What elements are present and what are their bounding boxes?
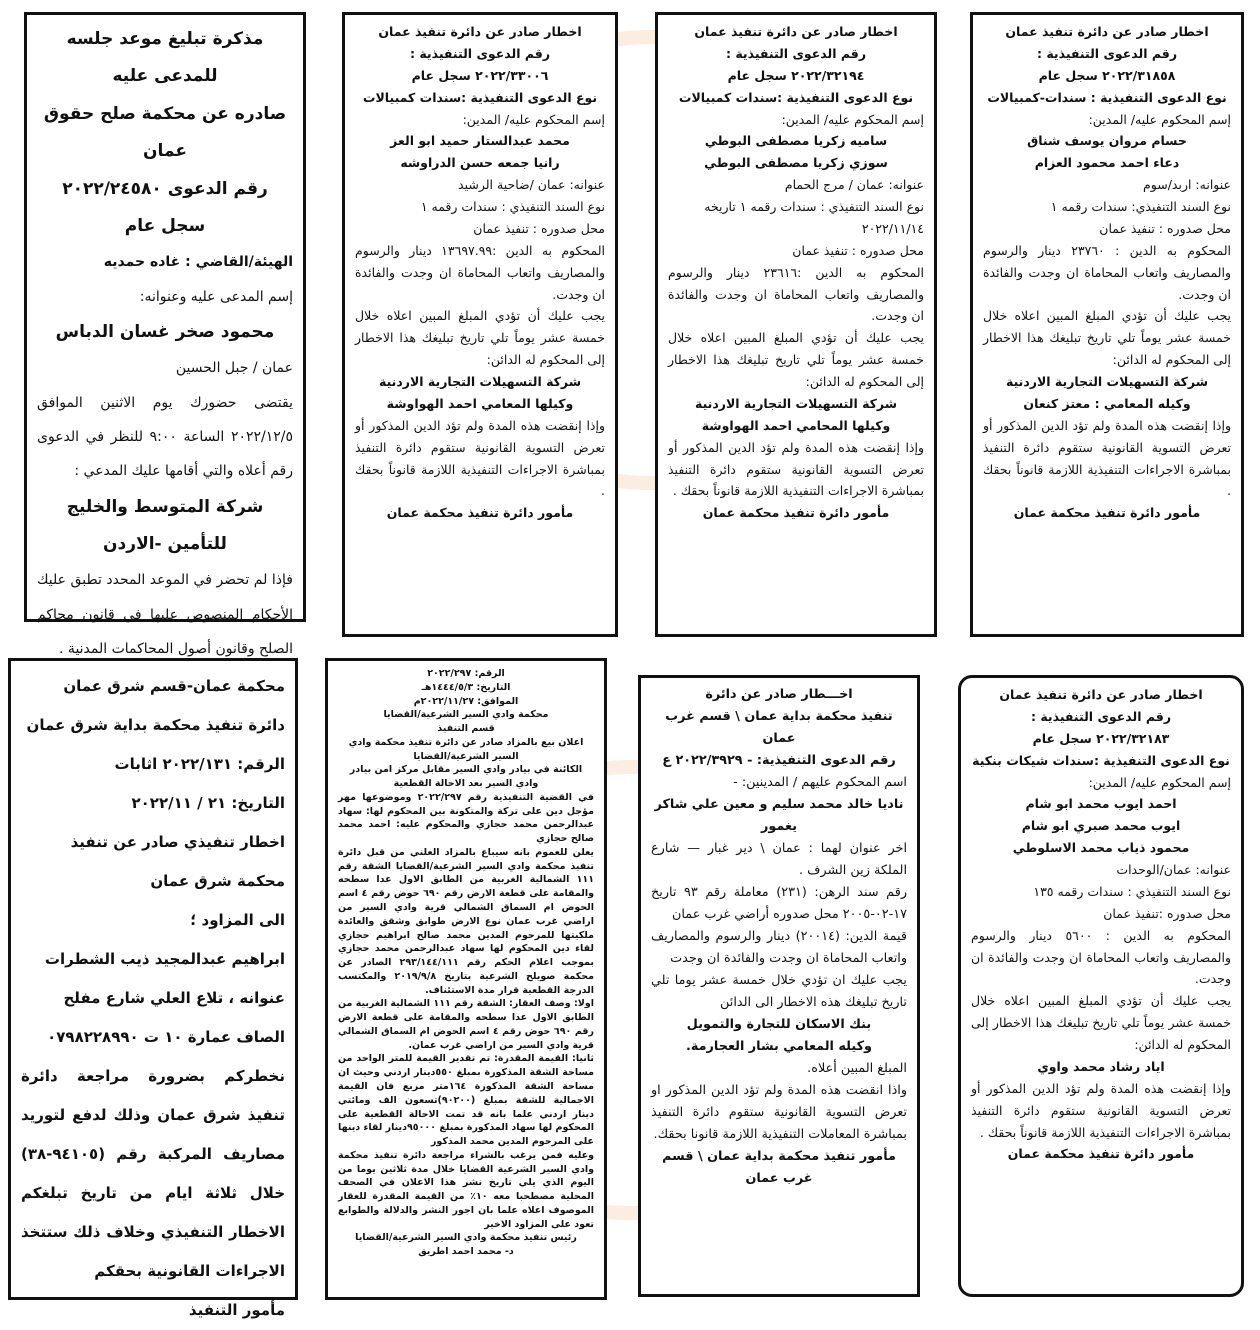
address: اخر عنوان لهما : عمان \ دير غبار — شارع الملكة زين الشرف . [651, 841, 907, 878]
creditor: اياد رشاد محمد واوي [1037, 1058, 1165, 1074]
amount: المحكوم به الدين :١٣٦٩٧.٩٩ دينار والرسوم والمصاريف واتعاب المحاماة ان وجدت والفائدة ان وجدت. [355, 242, 605, 302]
hijri-date: التاريخ: ١٤٤٤/٥/٣هـ [421, 681, 511, 693]
debtor-label: إسم المحكوم عليه/ المدين: [1088, 774, 1231, 790]
bond-type: نوع السند التنفيذي : سندات رقمه ١ [420, 199, 605, 214]
signature: مأمور دائرة تنفيذ محكمة عمان [1013, 505, 1201, 521]
case-number: رقم الدعوى ٢٠٢٢/٢٤٥٨٠ [62, 178, 268, 199]
case-type: نوع الدعوى التنفيذية : سندات-كمبيالات [987, 89, 1227, 105]
registry: سجل عام [124, 215, 206, 236]
defendant-label: إسم المدعى عليه وعنوانه: [139, 288, 293, 305]
case-type: نوع الدعوى التنفيذية :سندات كمبيالات [678, 89, 914, 105]
warning: واذا انقضت هذه المدة ولم تؤد الدين المذكور او تعرض التسوية القانونية ستقوم دائرة التنفيذ بمباشرة المعاملات التنفيذية اللازمة قانونا بحقك. [651, 1083, 907, 1142]
debtor-name: حسام مروان يوسف شناق [1027, 133, 1187, 149]
notice-east-amman [8, 658, 298, 1319]
case-label: رقم الدعوى التنفيذية : [1030, 708, 1172, 724]
footer: رئيس تنفيذ محكمة وادي السير الشرعية/القضايا [355, 1232, 577, 1244]
court-name: محكمة وادي السير الشرعية/القضايا [383, 709, 549, 721]
signature: مأمور دائرة تنفيذ محكمة عمان [386, 505, 574, 521]
amount-ref: المبلغ المبين أعلاه. [807, 1061, 907, 1076]
mortgage: رقم سند الرهن: (٢٣١) معاملة رقم ٩٣ تاريخ ١٧-٠٢-٢٠٠٥ محل صدوره أراضي غرب عمان [651, 885, 907, 922]
debtor-name: محمود ذياب محمد الاسلوطي [1012, 840, 1190, 856]
notice-auction [325, 658, 607, 1300]
location: الكائنة في بيادر وادي السير مقابل مركز امن بيادر وادي السير بعد الاحالة القطعية [349, 764, 583, 790]
notice-execution-west-amman [638, 675, 920, 1297]
address: عمان / جبل الحسين [175, 360, 293, 377]
body-paragraph: في القضية التنفيذية رقم ٢٠٢٢/٢٩٧ وموضوعها مهر مؤجل دين على تركة والمتكونة بين المحكوم لها: سهاد عبدالرحمن محمد حجازي والمحكوم عليه: احمد محمد صالح حجازي [338, 791, 594, 845]
hearing-text: يقتضى حضورك يوم الاثنين الموافق ٢٠٢٢/١٢/٥ الساعة ٩:٠٠ للنظر في الدعوى رقم أعلاه والتي أقامها عليك المدعي : [37, 394, 294, 480]
debtor-name: احمد ايوب محمد ابو شام [1025, 796, 1177, 812]
amount: قيمة الدين: (٢٠٠١٤) دينار والرسوم والمصاريف واتعاب المحاماة ان وجدت والفائدة ان وجدت [651, 929, 907, 966]
debtor-name: ساميه زكريا مصطفى البوطي [704, 133, 888, 149]
notice-execution-32183 [958, 675, 1244, 1297]
notice-title: اخطار صادر عن دائرة تنفيذ عمان [999, 687, 1203, 702]
case-label: رقم الدعوى التنفيذية : [725, 45, 867, 61]
notice-title: اخطار صادر عن دائرة تنفيذ عمان [378, 24, 582, 39]
notice-execution-32194 [655, 12, 937, 637]
notice-hearing-24580 [24, 12, 306, 657]
case-number: ٢٠٢٢/٣٢١٩٤ سجل عام [727, 67, 865, 83]
debtor-label: اسم المحكوم عليهم / المدينين: - [733, 775, 907, 790]
amount: المحكوم به الدين :٢٣٦١٦ دينار والرسوم والمصاريف واتعاب المحاماة ان وجدت والفائدة ان وجدت. [668, 264, 925, 324]
debtor-name: محمد عبدالستار حميد ابو العز [390, 133, 570, 149]
issue-place: محل صدوره : تنفيذ عمان [792, 242, 924, 258]
lawyer: وكيلها المحامي احمد الهواوشة [701, 417, 891, 433]
department: قسم التنفيذ [437, 723, 495, 735]
notice-title: اخطار صادر عن دائرة تنفيذ عمان [1005, 24, 1209, 39]
body-paragraph: يعلن للعموم بانه سيباع بالمزاد العلني من قبل دائرة تنفيذ محكمة وادي السير الشرعية/القضايا الشقة رقم ١١١ الشمالية الغربية من الطابق الاول عدا سطحه والمقامة على قطعة الارض رقم ٦٩٠ حوض رقم ٤ اسم الحوض ام السماق الشمالي قرية وادي السير من اراضي غرب عمان نوع الارض طوابق وشقق والعائدة ملكيتها للمرحوم المدين محمد صالح ابراهيم حجازي لقاء دين المحكوم لها سهاد عبدالرحمن محمد حجازي بموجب اعلام الحكم رقم ٢٩٣/١٤٤/١١١ الصادر عن محكمة صويلح الشرعية بتاريخ ٢٠١٩/٩/٨ والمكتسب الدرجة القطعية قرار مدة الاستئناف. [338, 846, 595, 996]
notice-subtitle: صادره عن محكمة صلح حقوق عمان [43, 103, 287, 162]
intro: اعلان بيع بالمزاد صادر عن دائرة تنفيذ محكمة وادي السير الشرعية/القضايا [348, 736, 584, 762]
recipient-name: ابراهيم عبدالمجيد ذيب الشطرات [44, 950, 285, 968]
case-type: نوع الدعوى التنفيذية :سندات شيكات بنكية [972, 752, 1230, 768]
notice-title: اخطار صادر عن دائرة تنفيذ عمان [694, 24, 898, 39]
notice-execution-33006 [342, 12, 618, 637]
issue-place: محل صدوره : تنفيذ عمان [473, 220, 605, 236]
debtor-name: ايوب محمد صبري ابو شام [1021, 818, 1181, 834]
demand: يجب عليك ان تؤدي خلال خمسة عشر يوما تلي تاريخ تبليغك هذه الاخطار الى الدائن [651, 973, 907, 1010]
creditor: شركة التسهيلات التجارية الاردنية [694, 395, 897, 411]
signature: مأمور تنفيذ محكمة بداية عمان \ قسم غرب عمان [662, 1149, 896, 1186]
gregorian-date: الموافق: ٢٠٢٢/١١/٢٧م [413, 695, 519, 707]
debtor-name: سوزي زكريا مصطفى البوطي [704, 155, 888, 171]
debtor-label: إسم المحكوم عليه/ المدين: [462, 111, 605, 127]
warning: وإذا إنقضت هذه المدة ولم تؤد الدين المذكور أو تعرض التسوية القانونية ستقوم دائرة التنفيذ بمباشرة الاجراءات التنفيذية اللازمة قانوناً بحقك . [355, 417, 605, 499]
bond-type: نوع السند التنفيذي: سندات رقمه ١ [1050, 199, 1231, 214]
signature: مأمور التنفيذ [188, 1301, 285, 1319]
case-label: رقم الدعوى التنفيذية : [1036, 45, 1178, 61]
demand: يجب عليك أن تؤدي المبلغ المبين اعلاه خلال خمسة عشر يوماً تلي تاريخ تبليغك هذا الاخطار إلى المحكوم له الدائن: [983, 308, 1231, 368]
notice-title: مذكرة تبليغ موعد جلسه للمدعى عليه [66, 29, 264, 87]
warning: وإذا إنقضت هذه المدة ولم تؤد الدين المذكور أو تعرض التسوية القانونية ستقوم دائرة التنفيذ بمباشرة الاجراءات التنفيذية اللازمة قانوناً بحقك . [668, 439, 924, 499]
warning: وإذا إنقضت هذه المدة ولم تؤد الدين المذكور أو تعرض التسوية القانونية ستقوم دائرة التنفيذ بمباشرة الاجراءات التنفيذية اللازمة قانوناً بحقك . [971, 1080, 1231, 1140]
notice-subtitle: تنفيذ محكمة بداية عمان \ قسم غرب عمان [665, 709, 893, 746]
address: عنوانه: اربد/سوم [1143, 177, 1231, 193]
demand: يجب عليك أن تؤدي المبلغ المبين اعلاه خلال خمسة عشر يوماً تلي تاريخ تبليغك هذا الاخطار إلى المحكوم له الدائن: [971, 993, 1231, 1052]
body: نخطركم بضرورة مراجعة دائرة تنفيذ شرق عمان وذلك لدفع لتوريد مصاريف المركبة رقم (٩٤١٠٥-٣٨) خلال ثلاثة ايام من تاريخ تبلغكم الاخطار التنفيذي وخلاف ذلك ستتخذ الاجراءات القانونية بحقكم [21, 1067, 285, 1280]
body-paragraph: اولا: وصف العقار: الشقة رقم ١١١ الشمالية الغربية من الطابق الاول عدا سطحه والمقامة على قطعة الارض رقم ٦٩٠ حوض رقم ٤ اسم الحوض ام السماق الشمالي قرية وادي السير من اراضي غرب عمان. [338, 998, 594, 1051]
address: عنوانه: عمان /ضاحية الرشيد [458, 177, 605, 193]
case-label: رقم الدعوى التنفيذية : [409, 45, 551, 61]
issue-place: محل صدوره : تنفيذ عمان [1099, 220, 1231, 236]
creditor: شركة التسهيلات التجارية الاردنية [378, 374, 581, 389]
recipient-label: الى المزاود ؛ [190, 911, 285, 929]
lawyer: وكيله المعامي : معتز كنعان [1023, 395, 1191, 411]
demand: يجب عليك أن تؤدي المبلغ المبين اعلاه خلال خمسة عشر يوماً تلي تاريخ تبليغك هذا الاخطار إلى المحكوم له الدائن: [668, 330, 924, 389]
debtor-name: رانيا جمعه حسن الدراوشه [400, 155, 560, 171]
reference: الرقم: ٢٠٢٢/٢٩٧ [427, 668, 505, 679]
warning: وإذا إنقضت هذه المدة ولم تؤد الدين المذكور أو تعرض التسوية القانونية ستقوم دائرة التنفيذ بمباشرة الاجراءات التنفيذية اللازمة قانوناً بحقك . [983, 417, 1231, 499]
notice-execution-31858 [970, 12, 1244, 637]
signature: مأمور دائرة تنفيذ محكمة عمان [702, 505, 890, 521]
address: عنوانه: عمان / مرج الحمام [784, 177, 924, 193]
reference: الرقم: ٢٠٢٢/١٣١ اثابات [114, 755, 285, 773]
defendant-name: محمود صخر غسان الدباس [55, 321, 275, 342]
case-number: رقم الدعوى التنفيذية: - ٢٠٢٢/٣٩٢٩ ع [662, 753, 896, 768]
debtor-name: ناديا خالد محمد سليم و معين علي شاكر يغمور [654, 797, 904, 834]
judge-name: د- محمد احمد اطريق [418, 1246, 514, 1258]
plaintiff: شركة المتوسط والخليج للتأمين -الاردن [66, 496, 264, 554]
amount: المحكوم به الدين : ٥٦٠٠ دينار والرسوم والمصاريف واتعاب المحاماة ان وجدت والفائدة ان وجدت. [971, 927, 1231, 987]
creditor: شركة التسهيلات التجارية الاردنية [1005, 374, 1208, 389]
bond-type: نوع السند التنفيذي : سندات رقمه ١ تاريخه ٢٠٢٢/١١/١٤ [704, 199, 924, 236]
judge: الهيئة/القاضي : غاده حمديه [103, 254, 293, 271]
warning: فإذا لم تحضر في الموعد المحدد تطبق عليك الأحكام المنصوص عليها في قانون محاكم الصلح وقانون أصول المحاكمات المدنية . [37, 572, 293, 657]
debtor-name: دعاء احمد محمود العزام [1034, 155, 1180, 171]
creditor: بنك الاسكان للتجارة والتمويل [686, 1017, 872, 1032]
lawyer: وكيله المعامي بشار العجارمة. [686, 1039, 872, 1054]
debtor-label: إسم المحكوم عليه/ المدين: [1088, 111, 1231, 127]
lawyer: وكيلها المعامي احمد الهواوشة [386, 395, 574, 411]
case-type: نوع الدعوى التنفيذية :سندات كمبيالات [362, 89, 598, 105]
signature: مأمور دائرة تنفيذ محكمة عمان [1007, 1146, 1195, 1162]
debtor-label: إسم المحكوم عليه/ المدين: [781, 111, 924, 127]
case-number: ٢٠٢٢/٣١٨٥٨ سجل عام [1038, 67, 1176, 83]
amount: المحكوم به الدين : ٢٣٧٦٠ دينار والرسوم والمصاريف واتعاب المحاماة ان وجدت والفائدة ان وجدت. [983, 242, 1231, 302]
date: التاريخ: ٢١ / ٢٠٢٢/١١ [131, 794, 285, 812]
court-name: محكمة عمان-قسم شرق عمان [63, 677, 285, 695]
body-paragraph: ثانيا: القيمة المقدرة: تم تقدير القيمة للمتر الواحد من مساحة الشقة المذكورة بمبلغ ٥٥٠دينار اردني وحيث ان مساحة الشقة المذكورة ١٦٤متر مربع فان القيمة الاجمالية للشقة بمبلغ (٩٠٢٠٠)تسعون الف ومائتي دينار اردني علما بانه قد تمت الاحالة القطعية على المحكوم لها سهاد المذكورة بمبلغ ٩٥٠٠٠دينار لقاء دينها على المرحوم المدين محمد المذكور [338, 1053, 594, 1148]
case-number: ٢٠٢٢/٣٢١٨٣ سجل عام [1032, 730, 1170, 746]
department: دائرة تنفيذ محكمة بداية شرق عمان [26, 716, 285, 734]
bond-type: نوع السند التنفيذي : سندات رقمه ١٣٥ [1033, 883, 1231, 899]
case-number: ٢٠٢٢/٣٣٠٠٦ سجل عام [411, 67, 549, 83]
body-paragraph: وعليه فمن يرغب بالشراء مراجعة دائرة تنفيذ محكمة وادي السير الشرعية القضايا خلال مدة ثلاثين يوما من اليوم الذي يلي تاريخ نشر هذا الاعلان في الصحف المحلية مصطحبا معه ١٠٪ من القيمة المقدرة للعقار الموصوف اعلاه علما بان اجور النشر والدلالة والطوابع تعود على المزاود الاخير [338, 1149, 594, 1230]
address: عنوانه ، تلاع العلي شارع مفلح الصاف عمارة ١٠ ت ٠٧٩٨٢٢٨٩٩٠ [47, 989, 285, 1046]
notice-title: اخطار تنفيذي صادر عن تنفيذ محكمة شرق عمان [70, 833, 285, 890]
demand: يجب عليك أن تؤدي المبلغ المبين اعلاه خلال خمسة عشر يوماً تلي تاريخ تبليغك هذا الاخطار إلى المحكوم له الدائن: [355, 308, 605, 368]
address: عنوانه: عمان/الوحدات [1116, 862, 1231, 877]
notice-title: اخـــطار صادر عن دائرة [705, 687, 853, 702]
issue-place: محل صدوره :تنفيذ عمان [1103, 905, 1231, 921]
